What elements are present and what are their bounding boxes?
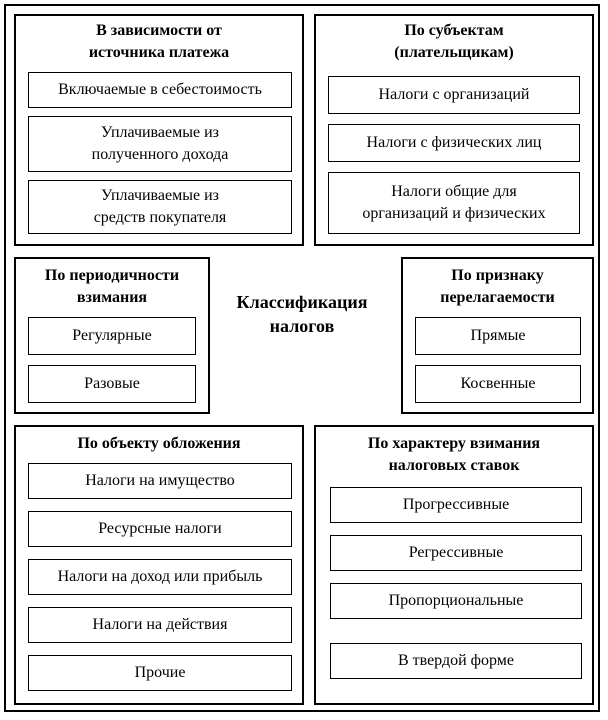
category-box: Прогрессивные	[330, 487, 582, 523]
category-box: Налоги с физических лиц	[328, 124, 580, 162]
category-box: Пропорциональные	[330, 583, 582, 619]
category-box: Регрессивные	[330, 535, 582, 571]
diagram-title: Классификация налогов	[236, 292, 368, 336]
category-box: Ресурсные налоги	[28, 511, 292, 547]
category-box: Налоги с организаций	[328, 76, 580, 114]
category-box: Включаемые в себестоимость	[28, 72, 292, 108]
category-box: Прямые	[415, 317, 581, 355]
group-title: По признаку перелагаемости	[440, 267, 555, 306]
group-title: По объекту обложения	[77, 435, 241, 452]
category-box: Налоги общие для организаций и физических	[328, 172, 580, 234]
group-title: По субъектам (плательщикам)	[394, 22, 514, 61]
category-box: Уплачиваемые из полученного дохода	[28, 116, 292, 172]
category-box: Регулярные	[28, 317, 196, 355]
group-object	[14, 425, 304, 705]
group-title: В зависимости от источника платежа	[88, 22, 230, 61]
group-title: По периодичности взимания	[44, 267, 180, 306]
category-box: Прочие	[28, 655, 292, 691]
category-box: Налоги на доход или прибыль	[28, 559, 292, 595]
category-box: Налоги на имущество	[28, 463, 292, 499]
category-box: Уплачиваемые из средств покупателя	[28, 180, 292, 234]
group-source-of-payment	[14, 14, 304, 246]
group-subjects	[314, 14, 594, 246]
category-box: В твердой форме	[330, 643, 582, 679]
group-shifting	[401, 257, 594, 414]
category-box: Разовые	[28, 365, 196, 403]
group-periodicity	[14, 257, 210, 414]
group-title: По характеру взимания налоговых ставок	[367, 435, 541, 474]
group-rates	[314, 425, 594, 705]
category-box: Налоги на действия	[28, 607, 292, 643]
category-box: Косвенные	[415, 365, 581, 403]
